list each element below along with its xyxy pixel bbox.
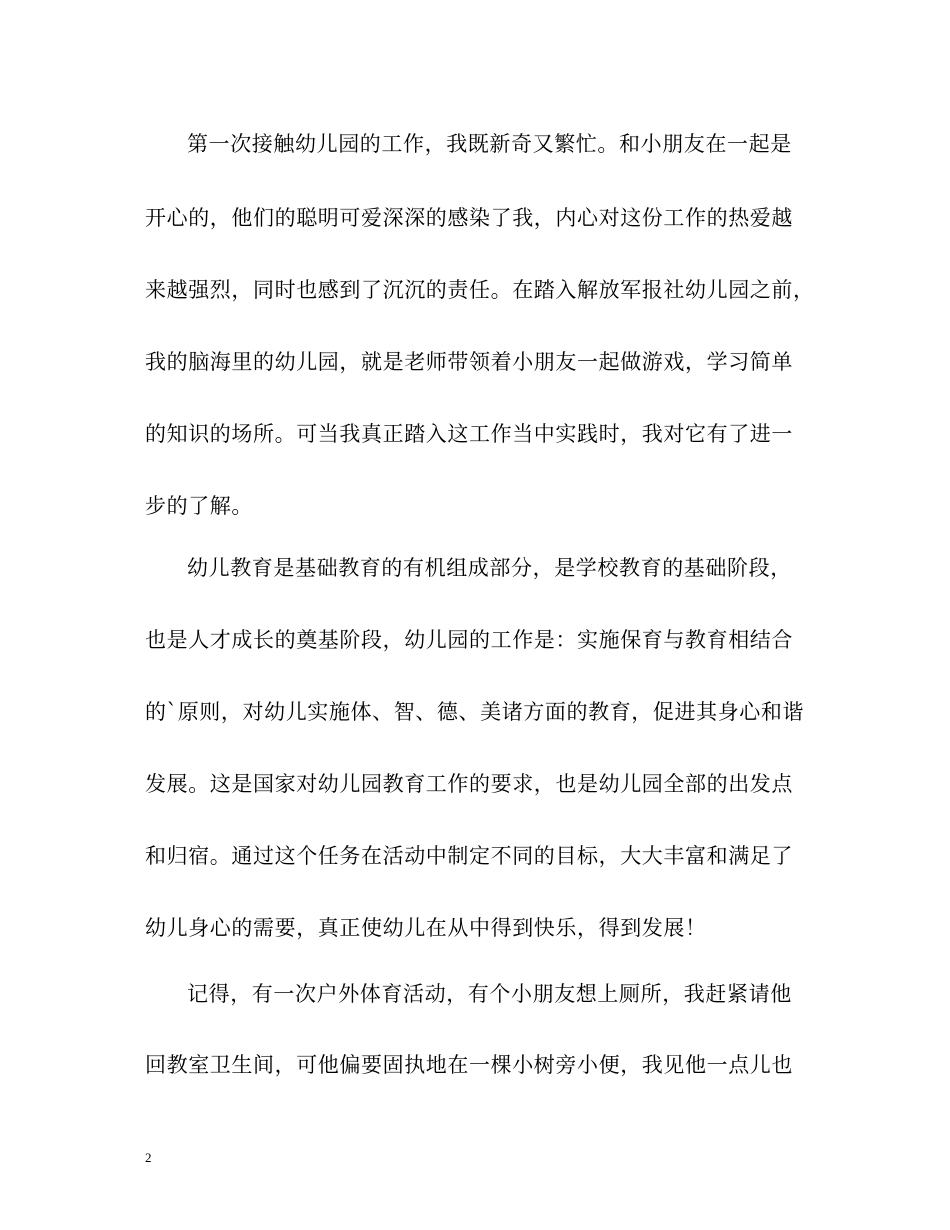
page-number: 2 xyxy=(145,1150,152,1165)
text-line: 开心的，他们的聪明可爱深深的感染了我，内心对这份工作的热爱越 xyxy=(145,206,793,230)
text-line: 我的脑海里的幼儿园，就是老师带领着小朋友一起做游戏，学习简单 xyxy=(145,350,793,374)
text-line: 幼儿身心的需要，真正使幼儿在从中得到快乐，得到发展！ xyxy=(145,916,707,940)
text-line: 发展。这是国家对幼儿园教育工作的要求，也是幼儿园全部的出发点 xyxy=(145,772,793,796)
text-line: 的知识的场所。可当我真正踏入这工作当中实践时，我对它有了进一 xyxy=(145,422,793,446)
text-line: 回教室卫生间，可他偏要固执地在一棵小树旁小便，我见他一点儿也 xyxy=(145,1053,793,1077)
text-line: 的`原则，对幼儿实施体、智、德、美诸方面的教育，促进其身心和谐 xyxy=(145,700,805,724)
text-line: 来越强烈，同时也感到了沉沉的责任。在踏入解放军报社幼儿园之前， xyxy=(145,278,815,302)
text-line: 第一次接触幼儿园的工作，我既新奇又繁忙。和小朋友在一起是 xyxy=(187,132,792,156)
text-line: 记得，有一次户外体育活动，有个小朋友想上厕所，我赶紧请他 xyxy=(187,982,792,1006)
text-line: 幼儿教育是基础教育的有机组成部分，是学校教育的基础阶段， xyxy=(187,556,792,580)
text-line: 和归宿。通过这个任务在活动中制定不同的目标，大大丰富和满足了 xyxy=(145,844,793,868)
text-line: 也是人才成长的奠基阶段，幼儿园的工作是：实施保育与教育相结合 xyxy=(145,628,793,652)
text-line: 步的了解。 xyxy=(145,494,253,518)
